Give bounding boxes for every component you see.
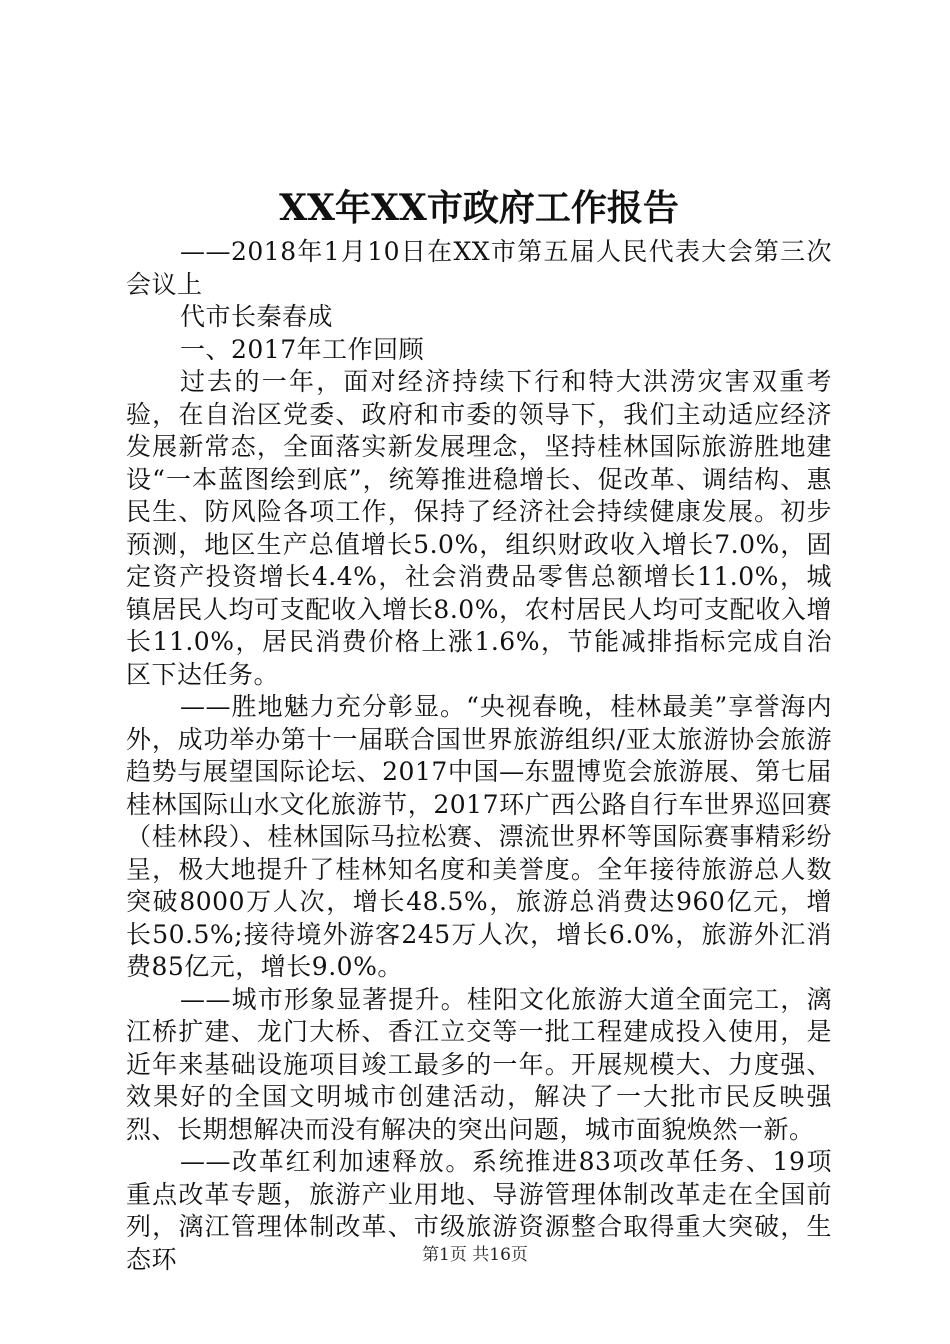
section-heading: 一、2017年工作回顾 [180,334,425,364]
document-body [126,180,832,1276]
paragraph: ——城市形象显著提升。桂阳文化旅游大道全面完工，漓江桥扩建、龙门大桥、香江立交等一批工程建成投入使用，是近年来基础设施项目竣工最多的一年。开展规模大、力度强、效果好的全国文明城市创建活动，解决了一大批市民反映强烈、长期想解决而没有解决的突出问题，城市面貌焕然一新。 [126,984,832,1144]
paragraph: 过去的一年，面对经济持续下行和特大洪涝灾害双重考验，在自治区党委、政府和市委的领导下，我们主动适应经济发展新常态，全面落实新发展理念，坚持桂林国际旅游胜地建设“一本蓝图绘到底”，统筹推进稳增长、促改革、调结构、惠民生、防风险各项工作，保持了经济社会持续健康发展。初步预测，地区生产总值增长5.0%，组织财政收入增长7.0%，固定资产投资增长4.4%，社会消费品零售总额增长11.0%，城镇居民人均可支配收入增长8.0%，农村居民人均可支配收入增长11.0%，居民消费价格上涨1.6%，节能减排指标完成自治区下达任务。 [126,367,832,689]
paragraph: ——改革红利加速释放。系统推进83项改革任务、19项重点改革专题，旅游产业用地、导游管理体制改革走在全国前列，漓江管理体制改革、市级旅游资源整合取得重大突破，生态环 [126,1147,832,1274]
page-number-footer: 第1页 共16页 [422,1245,528,1265]
document-author: 代市长秦春成 [180,302,334,331]
document-title: XX年XX市政府工作报告 [279,187,679,229]
document-subtitle: ——2018年1月10日在XX市第五届人民代表大会第三次会议上 [126,237,832,299]
paragraph: ——胜地魅力充分彰显。“央视春晚，桂林最美”享誉海内外，成功举办第十一届联合国世界旅游组织/亚太旅游协会旅游趋势与展望国际论坛、2017中国—东盟博览会旅游展、第七届桂林国际山水文化旅游节，2017环广西公路自行车世界巡回赛（桂林段）、桂林国际马拉松赛、漂流世界杯等国际赛事精彩纷呈，极大地提升了桂林知名度和美誉度。全年接待旅游总人数突破8000万人次，增长48.5%，旅游总消费达960亿元，增长50.5%;接待境外游客245万人次，增长6.0%，旅游外汇消费85亿元，增长9.0%。 [126,692,832,981]
